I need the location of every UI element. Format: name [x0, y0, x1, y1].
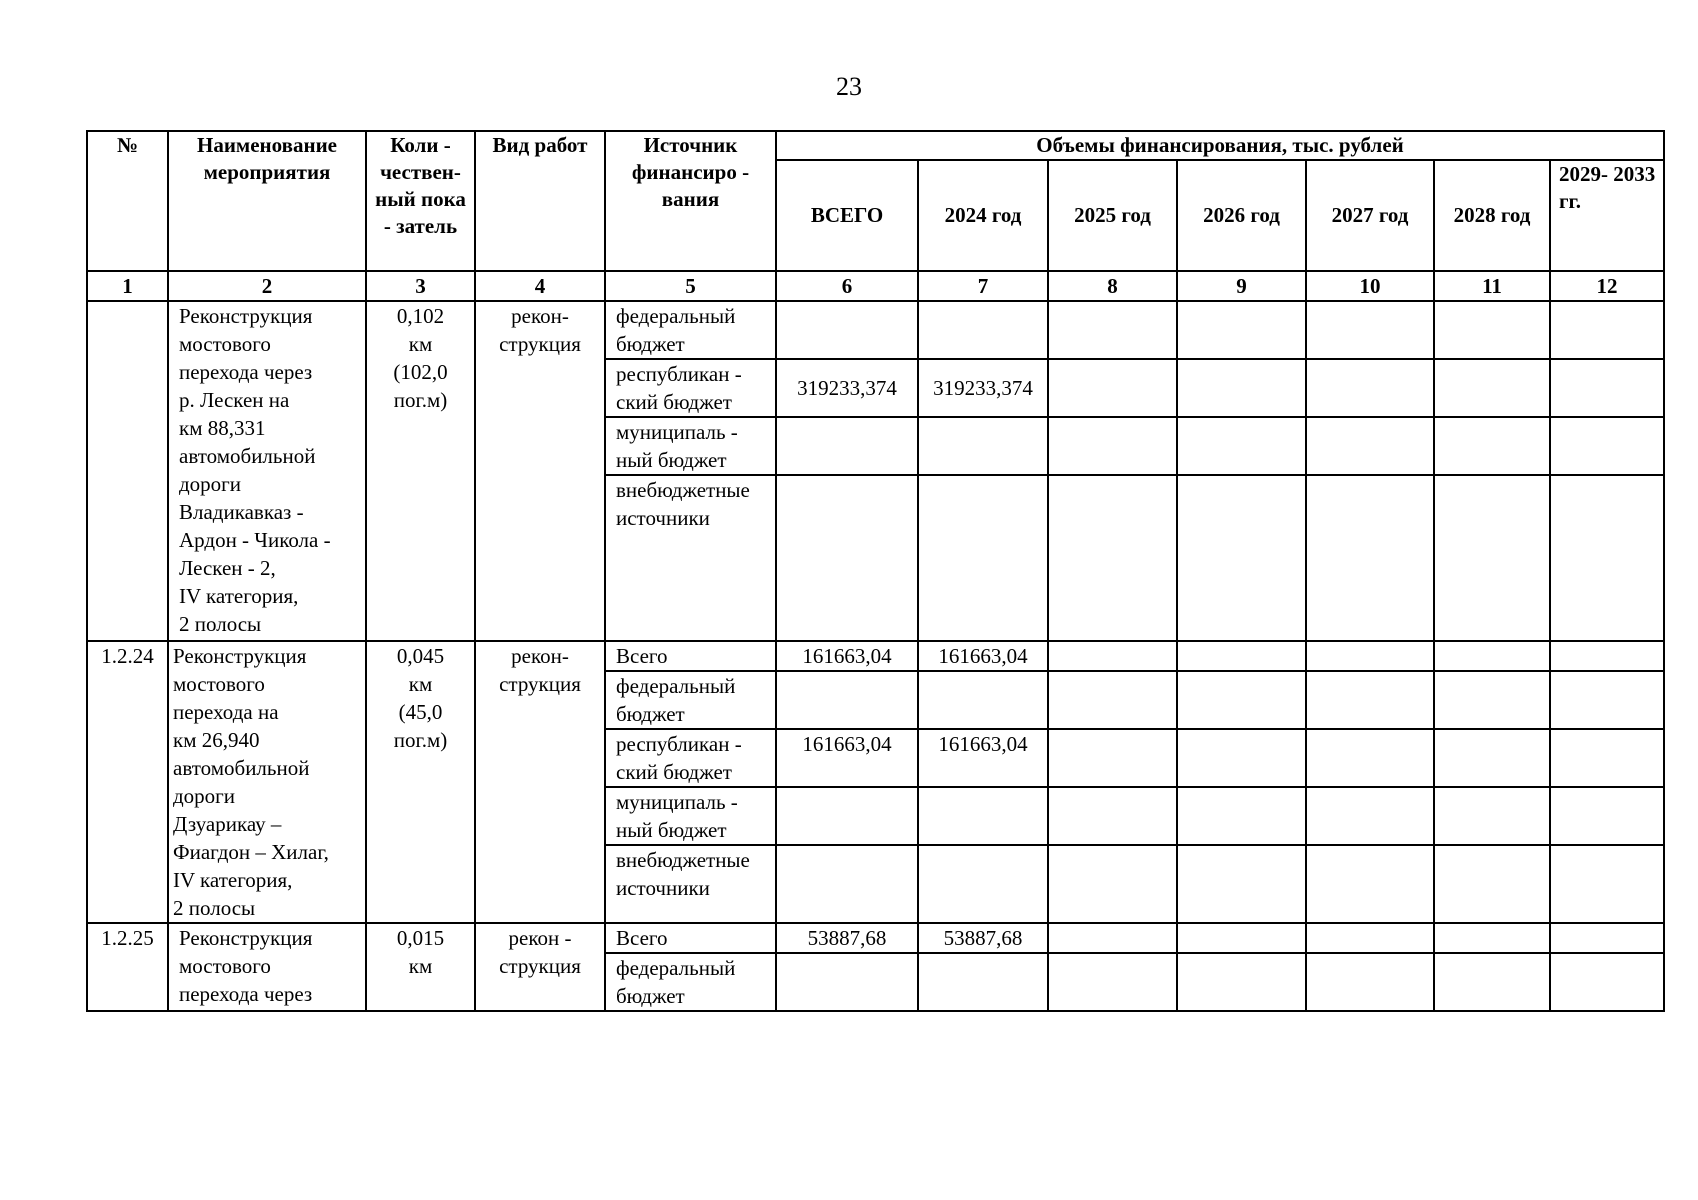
- header-total: ВСЕГО: [776, 160, 918, 271]
- value-2028: [1434, 417, 1550, 475]
- funding-source-line: муниципаль -: [616, 420, 738, 444]
- funding-source: [605, 301, 776, 359]
- funding-source: [605, 359, 776, 417]
- value-2027: [1306, 953, 1434, 1011]
- item-name-line: Фиагдон – Хилаг,: [173, 840, 329, 864]
- funding-source: [605, 417, 776, 475]
- value-2025: [1048, 729, 1177, 787]
- funding-source-line: ский бюджет: [616, 390, 732, 414]
- funding-source-line: Всего: [616, 926, 668, 950]
- value-2024: 161663,04: [918, 641, 1048, 671]
- value-2024: [918, 787, 1048, 845]
- column-number: 2: [168, 271, 366, 301]
- column-number: 4: [475, 271, 605, 301]
- header-no: №: [87, 131, 168, 271]
- item-name-line: мостового: [179, 954, 271, 978]
- funding-source-line: ский бюджет: [616, 760, 732, 784]
- item-name-line: мостового: [179, 332, 271, 356]
- item-quantity-line: (102,0: [393, 360, 448, 384]
- item-quantity-line: пог.м): [393, 388, 448, 412]
- funding-table: [86, 130, 1665, 1012]
- value-2025: [1048, 301, 1177, 359]
- funding-source: [605, 671, 776, 729]
- funding-source-line: внебюджетные: [616, 848, 750, 872]
- value-total: 161663,04: [776, 729, 918, 787]
- item-work-type: [475, 301, 605, 641]
- item-name-line: дороги: [179, 472, 242, 496]
- item-name-line: перехода на: [173, 700, 279, 724]
- header-2024: 2024 год: [918, 160, 1048, 271]
- column-number: 3: [366, 271, 475, 301]
- column-number: 1: [87, 271, 168, 301]
- value-2029-2033: [1550, 359, 1664, 417]
- value-2026: [1177, 845, 1306, 923]
- header-funding-group: Объемы финансирования, тыс. рублей: [776, 131, 1664, 160]
- value-2028: [1434, 729, 1550, 787]
- funding-source: [605, 787, 776, 845]
- value-2027: [1306, 475, 1434, 641]
- item-work-type: [475, 641, 605, 923]
- table-row: [87, 301, 1664, 359]
- value-2028: [1434, 787, 1550, 845]
- funding-source: [605, 641, 776, 671]
- value-2024: 53887,68: [918, 923, 1048, 953]
- header-source: Источник финансиро - вания: [605, 131, 776, 271]
- header-2029-2033: 2029- 2033 гг.: [1550, 160, 1664, 271]
- value-total: [776, 301, 918, 359]
- item-name-line: IV категория,: [179, 584, 299, 608]
- item-name-line: Реконструкция: [173, 644, 307, 668]
- value-2028: [1434, 953, 1550, 1011]
- value-2029-2033: [1550, 671, 1664, 729]
- item-name: [168, 641, 366, 923]
- value-2028: [1434, 641, 1550, 671]
- item-number: 1.2.24: [87, 641, 168, 923]
- value-2027: [1306, 417, 1434, 475]
- value-2025: [1048, 641, 1177, 671]
- header-2025: 2025 год: [1048, 160, 1177, 271]
- item-work-type: [475, 923, 605, 1011]
- item-work-type-line: струкция: [499, 672, 581, 696]
- table-body: [87, 301, 1664, 1011]
- value-total: 319233,374: [776, 359, 918, 417]
- funding-source-line: республикан -: [616, 732, 742, 756]
- item-name: [168, 301, 366, 641]
- funding-source-line: федеральный: [616, 956, 736, 980]
- item-work-type-line: рекон-: [511, 644, 569, 668]
- value-2028: [1434, 475, 1550, 641]
- value-2026: [1177, 359, 1306, 417]
- funding-source-line: Всего: [616, 644, 668, 668]
- value-total: [776, 787, 918, 845]
- value-2026: [1177, 923, 1306, 953]
- funding-source-line: бюджет: [616, 332, 685, 356]
- value-2029-2033: [1550, 475, 1664, 641]
- value-2029-2033: [1550, 301, 1664, 359]
- item-quantity-line: (45,0: [398, 700, 443, 724]
- value-2026: [1177, 641, 1306, 671]
- item-name-line: 2 полосы: [173, 896, 256, 920]
- header-name: Наименование мероприятия: [168, 131, 366, 271]
- header-2026: 2026 год: [1177, 160, 1306, 271]
- column-number: 12: [1550, 271, 1664, 301]
- value-2029-2033: [1550, 641, 1664, 671]
- item-name-line: мостового: [173, 672, 265, 696]
- funding-source-line: источники: [616, 876, 710, 900]
- funding-source-line: бюджет: [616, 984, 685, 1008]
- item-quantity-line: км: [408, 672, 433, 696]
- value-2028: [1434, 671, 1550, 729]
- column-number: 11: [1434, 271, 1550, 301]
- value-total: [776, 417, 918, 475]
- value-2028: [1434, 845, 1550, 923]
- item-quantity: [366, 641, 475, 923]
- value-2026: [1177, 953, 1306, 1011]
- value-total: [776, 671, 918, 729]
- funding-source-line: внебюджетные: [616, 478, 750, 502]
- column-number-row: [87, 271, 1664, 301]
- item-name-line: автомобильной: [179, 444, 316, 468]
- funding-source-line: муниципаль -: [616, 790, 738, 814]
- value-2026: [1177, 671, 1306, 729]
- item-quantity-line: 0,045: [396, 644, 445, 668]
- value-total: [776, 953, 918, 1011]
- value-2027: [1306, 787, 1434, 845]
- value-2029-2033: [1550, 953, 1664, 1011]
- value-2026: [1177, 417, 1306, 475]
- value-2027: [1306, 845, 1434, 923]
- value-2026: [1177, 475, 1306, 641]
- column-number: 7: [918, 271, 1048, 301]
- item-quantity-line: пог.м): [393, 728, 448, 752]
- funding-source: [605, 845, 776, 923]
- funding-source: [605, 953, 776, 1011]
- item-name-line: Ардон - Чикола -: [179, 528, 331, 552]
- item-name: [168, 923, 366, 1011]
- value-2025: [1048, 845, 1177, 923]
- value-2025: [1048, 359, 1177, 417]
- header-qty: Коли - чествен- ный пока - затель: [366, 131, 475, 271]
- value-2027: [1306, 923, 1434, 953]
- item-name-line: р. Лескен на: [179, 388, 290, 412]
- funding-source: [605, 729, 776, 787]
- value-2029-2033: [1550, 787, 1664, 845]
- item-name-line: Реконструкция: [179, 304, 313, 328]
- value-2024: [918, 953, 1048, 1011]
- value-2025: [1048, 953, 1177, 1011]
- value-total: 161663,04: [776, 641, 918, 671]
- funding-source-line: федеральный: [616, 304, 736, 328]
- value-2024: 319233,374: [918, 359, 1048, 417]
- value-total: [776, 475, 918, 641]
- item-quantity: [366, 301, 475, 641]
- value-2026: [1177, 729, 1306, 787]
- column-number: 10: [1306, 271, 1434, 301]
- value-2024: 161663,04: [918, 729, 1048, 787]
- funding-source-line: республикан -: [616, 362, 742, 386]
- header-work: Вид работ: [475, 131, 605, 271]
- item-number: 1.2.25: [87, 923, 168, 1011]
- item-name-line: перехода через: [179, 982, 313, 1006]
- funding-source: [605, 475, 776, 641]
- table-row: [87, 923, 1664, 953]
- table-row: [87, 641, 1664, 671]
- item-quantity-line: км: [408, 954, 433, 978]
- funding-source: [605, 923, 776, 953]
- value-2026: [1177, 301, 1306, 359]
- item-name-line: дороги: [173, 784, 236, 808]
- value-2026: [1177, 787, 1306, 845]
- value-2025: [1048, 671, 1177, 729]
- item-name-line: перехода через: [179, 360, 313, 384]
- funding-source-line: ный бюджет: [616, 818, 727, 842]
- value-2029-2033: [1550, 923, 1664, 953]
- value-2025: [1048, 923, 1177, 953]
- item-quantity-line: км: [408, 332, 433, 356]
- value-2024: [918, 845, 1048, 923]
- header-2027: 2027 год: [1306, 160, 1434, 271]
- item-work-type-line: рекон-: [511, 304, 569, 328]
- value-total: [776, 845, 918, 923]
- value-2029-2033: [1550, 729, 1664, 787]
- value-total: 53887,68: [776, 923, 918, 953]
- item-quantity-line: 0,102: [396, 304, 445, 328]
- value-2028: [1434, 301, 1550, 359]
- column-number: 9: [1177, 271, 1306, 301]
- item-name-line: 2 полосы: [179, 612, 262, 636]
- funding-source-line: ный бюджет: [616, 448, 727, 472]
- value-2027: [1306, 729, 1434, 787]
- value-2024: [918, 475, 1048, 641]
- item-name-line: автомобильной: [173, 756, 310, 780]
- item-name-line: км 26,940: [173, 728, 260, 752]
- value-2024: [918, 301, 1048, 359]
- item-name-line: Реконструкция: [179, 926, 313, 950]
- value-2027: [1306, 359, 1434, 417]
- item-number: [87, 301, 168, 641]
- funding-source-line: источники: [616, 506, 710, 530]
- value-2029-2033: [1550, 845, 1664, 923]
- item-quantity-line: 0,015: [396, 926, 445, 950]
- value-2024: [918, 671, 1048, 729]
- item-work-type-line: струкция: [499, 954, 581, 978]
- value-2027: [1306, 641, 1434, 671]
- value-2028: [1434, 359, 1550, 417]
- header-2028: 2028 год: [1434, 160, 1550, 271]
- column-number: 6: [776, 271, 918, 301]
- item-name-line: км 88,331: [179, 416, 266, 440]
- column-number: 5: [605, 271, 776, 301]
- item-name-line: Дзуарикау –: [173, 812, 282, 836]
- funding-source-line: бюджет: [616, 702, 685, 726]
- value-2029-2033: [1550, 417, 1664, 475]
- value-2027: [1306, 301, 1434, 359]
- value-2025: [1048, 417, 1177, 475]
- value-2024: [918, 417, 1048, 475]
- item-work-type-line: рекон -: [508, 926, 572, 950]
- value-2025: [1048, 787, 1177, 845]
- item-work-type-line: струкция: [499, 332, 581, 356]
- value-2028: [1434, 923, 1550, 953]
- item-name-line: IV категория,: [173, 868, 293, 892]
- value-2025: [1048, 475, 1177, 641]
- item-name-line: Владикавказ -: [179, 500, 304, 524]
- column-number: 8: [1048, 271, 1177, 301]
- value-2027: [1306, 671, 1434, 729]
- item-quantity: [366, 923, 475, 1011]
- funding-source-line: федеральный: [616, 674, 736, 698]
- page-number: 23: [836, 72, 862, 101]
- item-name-line: Лескен - 2,: [179, 556, 276, 580]
